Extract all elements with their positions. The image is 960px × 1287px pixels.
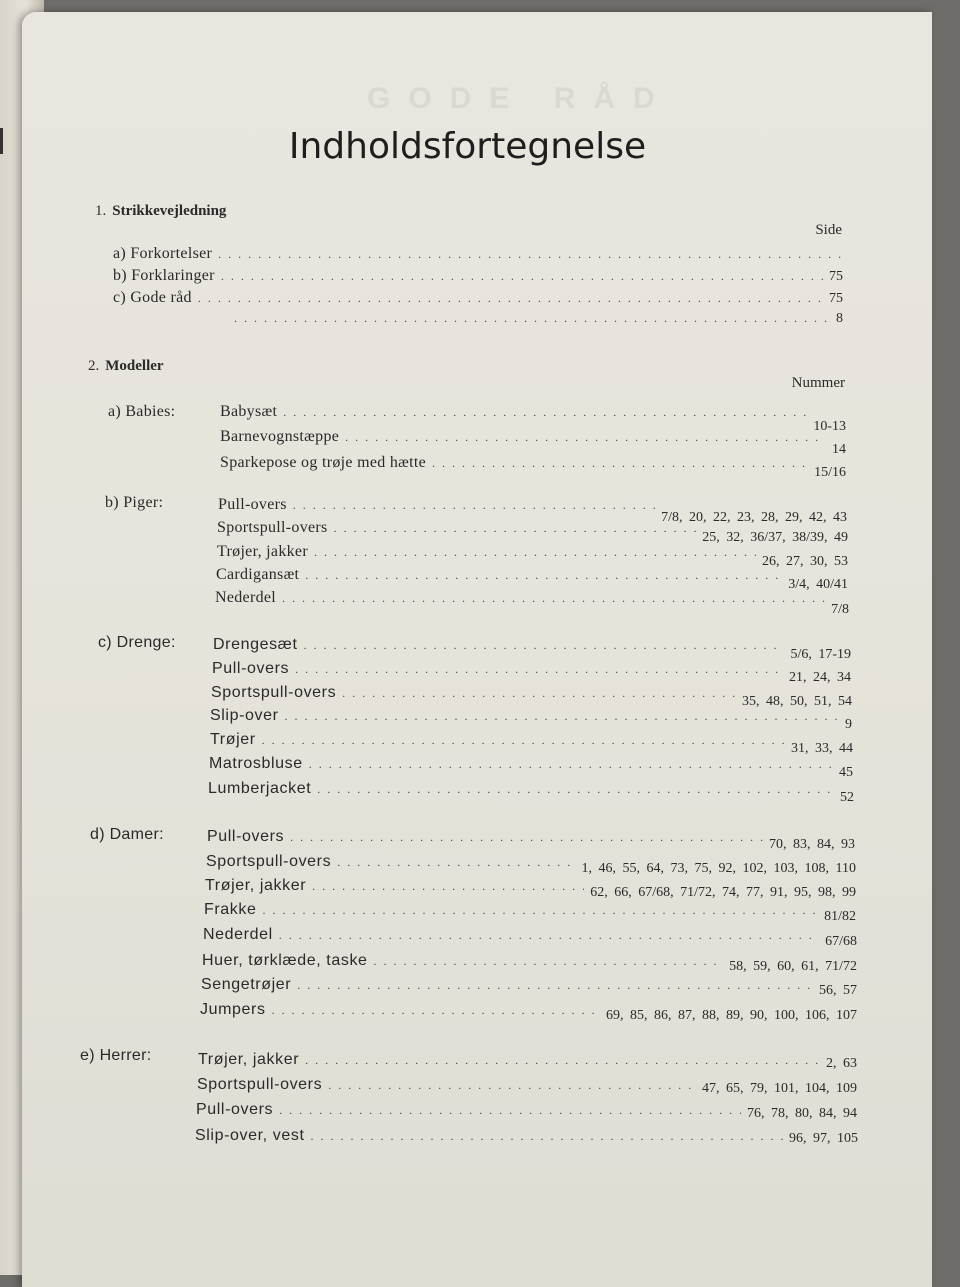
- entry-label: Trøjer: [210, 731, 256, 748]
- toc-entry: [200, 1001, 857, 1023]
- dot-leader: [218, 247, 842, 262]
- column-header-nummer: Nummer: [791, 375, 845, 391]
- toc-entry: [113, 289, 843, 311]
- section-title: Modeller: [105, 358, 164, 374]
- toc-entry: [216, 566, 848, 592]
- entry-value: 10-13: [813, 419, 846, 434]
- section-number: 2.: [88, 358, 100, 374]
- column-header-side: Side: [815, 222, 842, 238]
- entry-label: c) Gode råd: [113, 289, 192, 306]
- toc-entry: [209, 755, 853, 780]
- section-heading-modeller: [88, 358, 164, 375]
- dot-leader: [328, 1078, 696, 1093]
- toc-entry: [208, 780, 854, 805]
- toc-entry: [211, 684, 852, 709]
- entry-label: Pull-overs: [218, 496, 287, 513]
- entry-label: Pull-overs: [196, 1101, 274, 1118]
- entry-label: Sportspull-overs: [211, 684, 337, 701]
- entry-label: Sportspull-overs: [206, 853, 332, 870]
- entry-value: 62, 66, 67/68, 71/72, 74, 77, 91, 95, 98, 99: [590, 885, 856, 900]
- toc-entry: [220, 454, 846, 480]
- entry-value: 96, 97, 105: [789, 1131, 858, 1146]
- entry-value: 35, 48, 50, 51, 54: [742, 694, 852, 709]
- entry-label: Nederdel: [203, 926, 273, 943]
- section-number: 1.: [95, 203, 107, 219]
- entry-value: 26, 27, 30, 53: [762, 554, 848, 569]
- entry-label: Nederdel: [215, 589, 277, 606]
- category-piger: b) Piger:: [105, 494, 164, 511]
- toc-entry: [196, 1101, 857, 1123]
- toc-entry: [204, 901, 856, 923]
- dot-leader: [262, 733, 785, 748]
- page-title: Indholdsfortegnelse: [288, 126, 647, 167]
- toc-entry: [228, 311, 843, 333]
- toc-entry: [218, 496, 847, 525]
- dot-leader: [263, 903, 819, 918]
- entry-value: 14: [832, 442, 846, 457]
- entry-label: Trøjer, jakker: [198, 1051, 300, 1068]
- toc-entry: [217, 519, 848, 545]
- dot-leader: [310, 1129, 783, 1144]
- toc-entry: [198, 1051, 857, 1073]
- dot-leader: [221, 269, 823, 284]
- toc-entry: [220, 403, 846, 434]
- entry-value: 1, 46, 55, 64, 73, 75, 92, 102, 103, 108, 110: [581, 861, 856, 876]
- toc-entry: [201, 976, 857, 998]
- toc-entry: [113, 267, 843, 289]
- entry-value: 31, 33, 44: [791, 741, 853, 756]
- entry-value: 52: [840, 790, 854, 805]
- entry-value: 67/68: [825, 934, 857, 949]
- dot-leader: [272, 1003, 600, 1018]
- entry-label: Sparkepose og trøje med hætte: [220, 454, 426, 471]
- dot-leader: [337, 855, 575, 870]
- dot-leader: [279, 928, 819, 943]
- entry-value: 8: [836, 311, 843, 326]
- toc-entry: [197, 1076, 857, 1098]
- entry-label: Drengesæt: [213, 636, 298, 653]
- entry-label: a) Forkortelser: [113, 245, 213, 262]
- section-heading-strikkevejledning: [95, 203, 226, 220]
- entry-label: Huer, tørklæde, taske: [202, 952, 368, 969]
- entry-label: Pull-overs: [207, 828, 285, 845]
- dot-leader: [290, 830, 763, 845]
- entry-value: 58, 59, 60, 61, 71/72: [729, 959, 857, 974]
- entry-value: 21, 24, 34: [789, 670, 851, 685]
- entry-value: 9: [845, 717, 852, 732]
- toc-entry: [215, 589, 849, 617]
- entry-value: 3/4, 40/41: [788, 577, 848, 592]
- entry-label: Frakke: [204, 901, 257, 918]
- dot-leader: [342, 686, 736, 701]
- toc-entry: [113, 245, 848, 267]
- entry-label: Jumpers: [200, 1001, 266, 1018]
- dot-leader: [345, 430, 826, 445]
- entry-value: 70, 83, 84, 93: [769, 837, 855, 852]
- dot-leader: [312, 879, 584, 894]
- category-drenge: c) Drenge:: [98, 634, 176, 651]
- dot-leader: [279, 1103, 741, 1118]
- entry-label: b) Forklaringer: [113, 267, 215, 284]
- entry-label: Slip-over, vest: [195, 1127, 305, 1144]
- toc-entry: [195, 1127, 858, 1149]
- toc-entry: [220, 428, 846, 457]
- dot-leader: [285, 709, 839, 724]
- dot-leader: [234, 311, 830, 326]
- dot-leader: [282, 591, 825, 606]
- entry-label: Babysæt: [220, 403, 278, 420]
- dot-leader: [283, 405, 807, 420]
- dot-leader: [305, 1053, 820, 1068]
- entry-label: Matrosbluse: [209, 755, 303, 772]
- toc-entry: [205, 877, 856, 899]
- entry-value: 56, 57: [819, 983, 857, 998]
- show-through-text: GODE RÅD: [367, 82, 673, 115]
- dot-leader: [198, 291, 823, 306]
- dot-leader: [293, 498, 655, 513]
- entry-label: Trøjer, jakker: [205, 877, 307, 894]
- entry-value: 45: [839, 765, 853, 780]
- toc-entry: [213, 636, 851, 662]
- entry-value: 25, 32, 36/37, 38/39, 49: [702, 530, 848, 545]
- entry-value: 76, 78, 80, 84, 94: [747, 1106, 857, 1121]
- entry-label: Pull-overs: [212, 660, 290, 677]
- entry-label: Barnevognstæppe: [220, 428, 340, 445]
- entry-value: 7/8, 20, 22, 23, 28, 29, 42, 43: [661, 510, 847, 525]
- entry-label: Sportspull-overs: [197, 1076, 323, 1093]
- dot-leader: [304, 638, 785, 653]
- category-damer: d) Damer:: [90, 826, 164, 843]
- dot-leader: [317, 782, 834, 797]
- entry-label: Sengetrøjer: [201, 976, 292, 993]
- dot-leader: [374, 954, 724, 969]
- entry-label: Trøjer, jakker: [217, 543, 308, 560]
- dot-leader: [297, 978, 813, 993]
- toc-entry: [207, 828, 855, 850]
- toc-entry: [203, 926, 857, 948]
- section-title: Strikkevejledning: [112, 203, 227, 219]
- toc-entry: [212, 660, 851, 685]
- dot-leader: [334, 521, 697, 536]
- dot-leader: [432, 456, 808, 471]
- toc-entry: [206, 853, 856, 875]
- entry-value: 75: [829, 291, 843, 306]
- entry-value: 69, 85, 86, 87, 88, 89, 90, 100, 106, 107: [606, 1008, 857, 1023]
- dot-leader: [309, 757, 833, 772]
- category-herrer: e) Herrer:: [80, 1047, 152, 1064]
- category-babies: a) Babies:: [108, 403, 176, 420]
- entry-label: Sportspull-overs: [217, 519, 328, 536]
- dot-leader: [295, 662, 783, 677]
- entry-value: 15/16: [814, 465, 846, 480]
- entry-label: Lumberjacket: [208, 780, 312, 797]
- entry-value: 47, 65, 79, 101, 104, 109: [702, 1081, 857, 1096]
- toc-entry: [210, 731, 853, 756]
- dot-leader: [305, 568, 782, 583]
- toc-entry: [202, 952, 857, 974]
- entry-label: Slip-over: [210, 707, 279, 724]
- toc-entry: [217, 543, 848, 569]
- entry-value: 2, 63: [826, 1056, 857, 1071]
- entry-label: Cardigansæt: [216, 566, 300, 583]
- entry-value: 7/8: [831, 602, 849, 617]
- entry-value: 5/6, 17-19: [790, 647, 851, 662]
- entry-value: 81/82: [824, 909, 856, 924]
- entry-value: 75: [829, 269, 843, 284]
- toc-entry: [210, 707, 852, 732]
- dot-leader: [314, 545, 756, 560]
